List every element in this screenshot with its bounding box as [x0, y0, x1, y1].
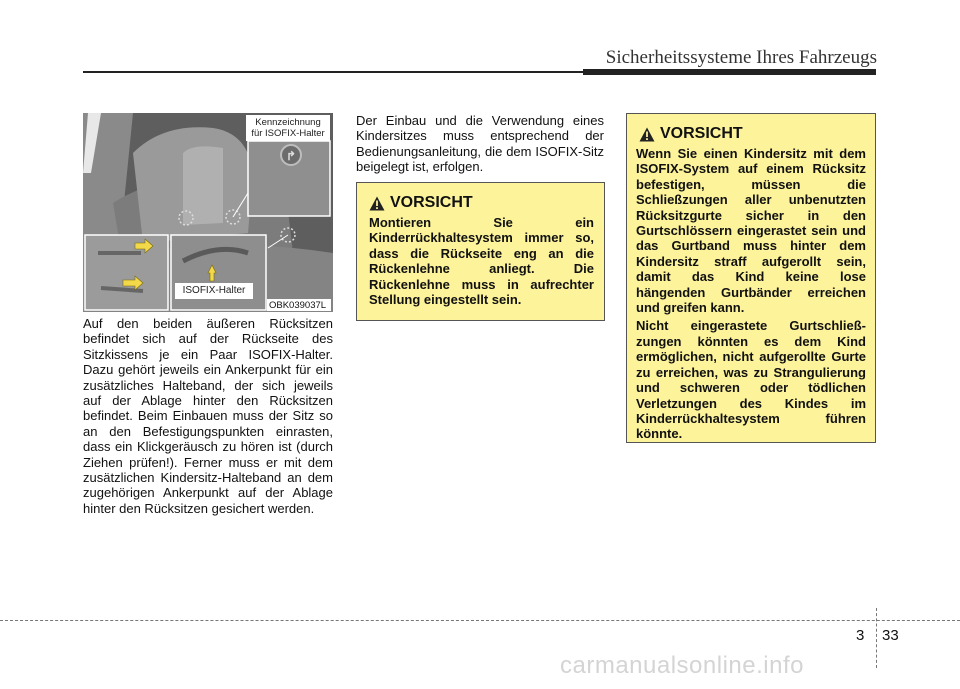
- isofix-figure: [83, 113, 333, 312]
- body-paragraph-isofix: Auf den beiden äußeren Rücksitzen befindet sich auf der Rückseite des Sitzkissens je ein Paar ISOFIX-Halter. Dazu gehört jeweils ein Ankerpunkt für ein zusätzliches Halteband, der sich jeweils auf der Ablage hinter den Rücksitzen befindet. Beim Einbauen muss der Sitz so an den Befestigungspunkten einrasten, dass ein Klickgeräusch zu hören ist (durch Ziehen prüfen!). Ferner muss er mit dem zusätzlichen Kindersitz-Halteband an dem zugehörigen Ankerpunkt auf der Ablage hinter den Rücksitzen gesichert werden.: [83, 316, 333, 516]
- caution-text-paragraph-1: Wenn Sie einen Kindersitz mit dem ISOFIX-System auf einem Rücksitz befestigen, müssen die Schließzungen aller unbenutzten Rücksitzgurte sicher in den Gurtschlössern eingerastet sein und das Gurtband muss hinter dem Kindersitz straff aufgerollt sein, damit das Kind keine lose hängenden Gurtbänder erreichen und greifen kann.: [636, 146, 866, 316]
- header-rule-thick: [583, 69, 876, 75]
- page-number: 33: [882, 627, 899, 644]
- footer-rule: [0, 620, 960, 621]
- callout-isofix-marking: Kennzeichnung für ISOFIX-Halter: [251, 117, 325, 139]
- callout-isofix-holder: ISOFIX-Halter: [182, 285, 246, 296]
- warning-triangle-icon: [639, 127, 655, 142]
- watermark: carmanualsonline.info: [560, 652, 804, 679]
- chapter-number: 3: [856, 627, 865, 644]
- header-rule: [83, 71, 583, 73]
- caution-box-seat-position: [356, 182, 605, 321]
- warning-triangle-icon: [369, 196, 385, 211]
- footer-divider: [876, 608, 877, 668]
- page-header-title: Sicherheitssysteme Ihres Fahrzeugs: [605, 47, 877, 68]
- figure-code: OBK039037L: [269, 300, 327, 311]
- caution-title: VORSICHT: [660, 125, 743, 142]
- caution-box-unused-belts: [626, 113, 876, 443]
- caution-text-paragraph-2: Nicht eingerastete Gurtschließ-zungen könnten es dem Kind ermöglichen, nicht aufgerollte Gurte zu erreichen, was zu Strangulierung und schweren oder tödlichen Verletzungen des Kindes im Kinderrückhaltesystem führen könnte.: [636, 318, 866, 442]
- rear-seat-illustration: [83, 113, 333, 312]
- svg-text:↱: ↱: [285, 149, 297, 163]
- caution-title: VORSICHT: [390, 194, 473, 211]
- caution-text: Montieren Sie ein Kinderrückhaltesystem immer so, dass die Rückseite eng an die Rückenlehne anliegt. Die Rückenlehne muss in aufrechter Stellung eingestellt sein.: [369, 215, 594, 308]
- body-paragraph-installation: Der Einbau und die Verwendung eines Kindersitzes muss entsprechend der Bedienungsanleitung, die dem ISOFIX-Sitz beigelegt ist, erfolgen.: [356, 113, 604, 175]
